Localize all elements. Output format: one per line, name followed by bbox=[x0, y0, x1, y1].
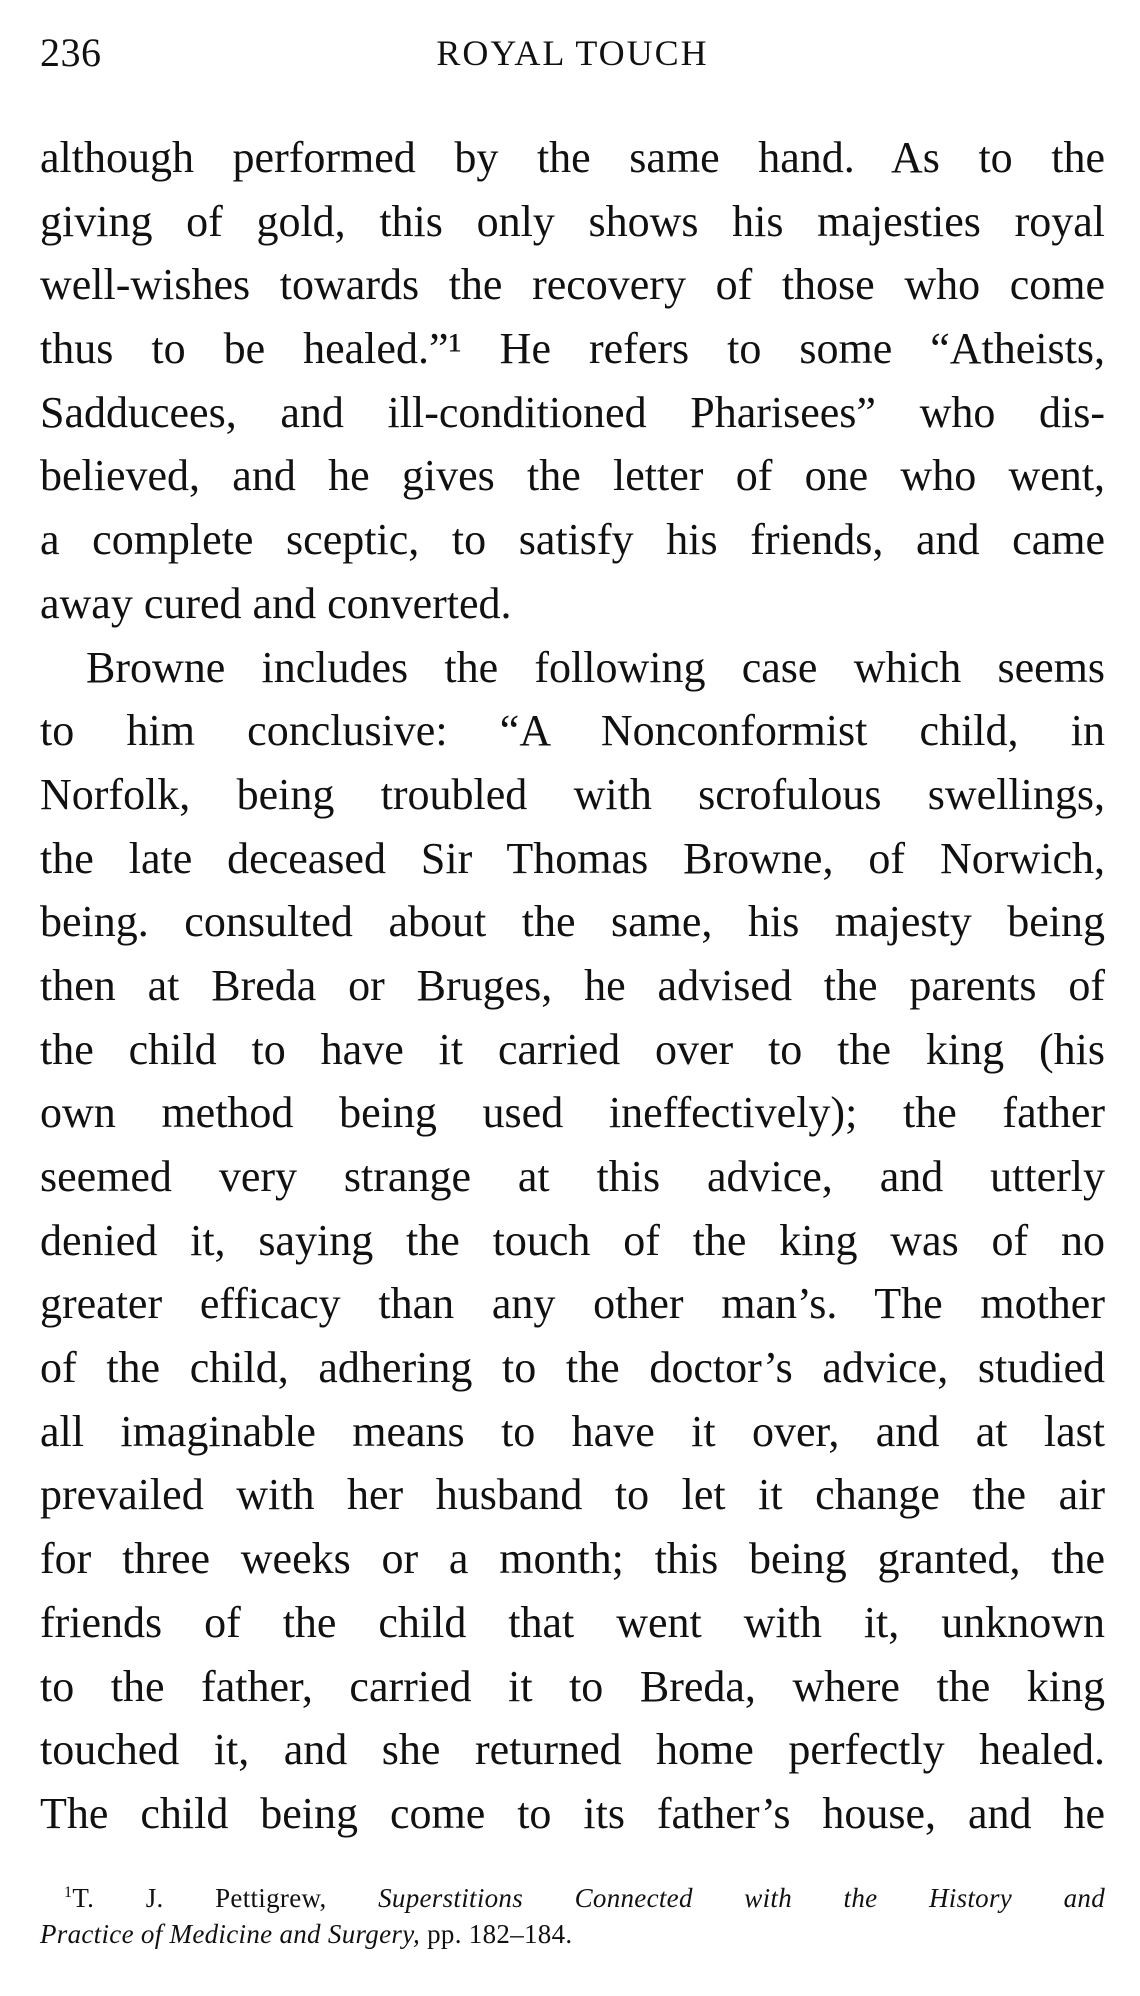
footnote-pages: pp. 182–184. bbox=[420, 1919, 573, 1949]
text-line: Sadducees, and ill-conditioned Pharisees” who dis- bbox=[40, 387, 1105, 437]
body-text bbox=[40, 126, 1105, 1846]
paragraph-1 bbox=[40, 126, 1105, 636]
page-number: 236 bbox=[40, 30, 102, 75]
text-line: then at Breda or Bruges, he advised the parents of bbox=[40, 960, 1105, 1010]
text-line: the child to have it carried over to the king (his bbox=[40, 1024, 1105, 1074]
text-line: touched it, and she returned home perfectly healed. bbox=[40, 1725, 1105, 1775]
text-line: Browne includes the following case which seems bbox=[86, 642, 1105, 692]
text-line: friends of the child that went with it, unknown bbox=[40, 1597, 1105, 1647]
text-line: own method being used ineffectively); the father bbox=[40, 1088, 1105, 1138]
footnote-marker: 1 bbox=[64, 1884, 73, 1901]
footnote bbox=[40, 1880, 1105, 1952]
running-title: ROYAL TOUCH bbox=[436, 33, 709, 73]
text-line: seemed very strange at this advice, and utterly bbox=[40, 1152, 1105, 1201]
text-line: greater efficacy than any other man’s. The mother bbox=[40, 1279, 1105, 1329]
text-line: all imaginable means to have it over, and at last bbox=[40, 1406, 1105, 1456]
footnote-line-2 bbox=[40, 1916, 1105, 1952]
text-line: the late deceased Sir Thomas Browne, of Norwich, bbox=[40, 833, 1105, 883]
text-line: prevailed with her husband to let it change the air bbox=[40, 1470, 1105, 1520]
text-line: a complete sceptic, to satisfy his friends, and came bbox=[40, 515, 1105, 565]
footnote-line-1 bbox=[40, 1880, 1105, 1916]
text-line: believed, and he gives the letter of one who went, bbox=[40, 451, 1105, 501]
text-line: thus to be healed.”¹ He refers to some “Atheists, bbox=[40, 324, 1105, 374]
text-line: Norfolk, being troubled with scrofulous swellings, bbox=[40, 769, 1105, 819]
text-line: The child being come to its father’s house, and he bbox=[40, 1788, 1105, 1838]
footnote-author: T. J. Pettigrew, bbox=[72, 1883, 379, 1913]
text-line: although performed by the same hand. As to the bbox=[40, 133, 1105, 182]
text-line: of the child, adhering to the doctor’s advice, studied bbox=[40, 1343, 1105, 1393]
text-line: well-wishes towards the recovery of those who come bbox=[40, 260, 1105, 310]
footnote-title-part2: Practice of Medicine and Surgery, bbox=[40, 1919, 421, 1949]
text-line: to the father, carried it to Breda, where the king bbox=[40, 1661, 1105, 1711]
text-line: for three weeks or a month; this being granted, the bbox=[40, 1534, 1105, 1584]
text-line: giving of gold, this only shows his majesties royal bbox=[40, 196, 1105, 246]
page-header bbox=[40, 28, 1105, 78]
text-line: denied it, saying the touch of the king was of no bbox=[40, 1215, 1105, 1265]
text-line: being. consulted about the same, his majesty being bbox=[40, 897, 1105, 947]
text-line: away cured and converted. bbox=[40, 578, 512, 628]
paragraph-2 bbox=[40, 636, 1105, 1846]
text-line: to him conclusive: “A Nonconformist child, in bbox=[40, 706, 1105, 756]
footnote-title-part1: Superstitions Connected with the History and bbox=[378, 1883, 1106, 1913]
